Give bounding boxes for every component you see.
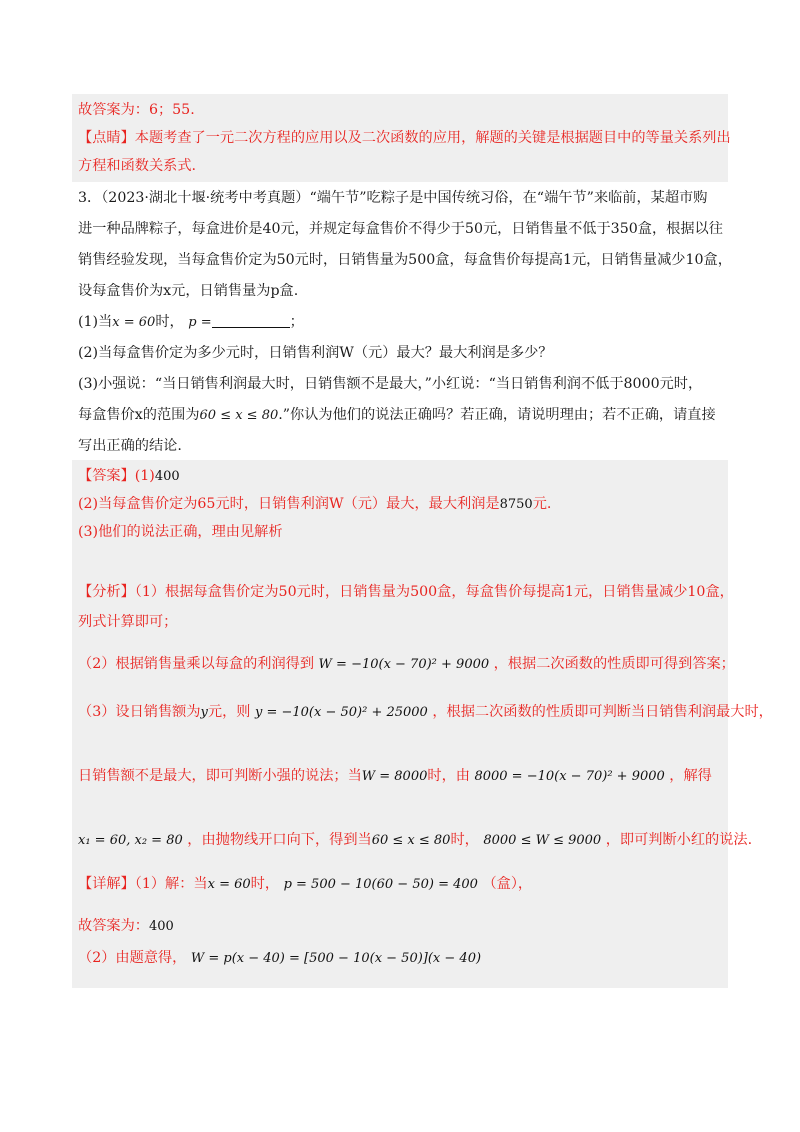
answer-line: 故答案为：6；55. [78,102,195,118]
analysis-5-w-value: W = 8000 [361,769,428,784]
analysis-6-w-range: 8000 ≤ W ≤ 9000 [483,833,602,848]
answer-3: (3)他们的说法正确，理由见解析 [78,524,283,540]
analysis-4-text-c: ，根据二次函数的性质即可判断当日销售利润最大时， [432,704,773,720]
detail-2-value: 400 [148,919,174,934]
part-3-text-a: 每盒售价x的范围为 [78,407,200,423]
analysis-4-text-b: 元，则 [207,704,251,720]
detail-1-text-b: 时， [250,876,280,892]
analysis-line-1: 【分析】（1）根据每盒售价定为50元时，日销售量为500盒，每盒售价每提高1元，日销售量减少10盒， [78,584,734,600]
answer-2-value: 8750 [499,497,533,512]
detail-line-2 [78,916,174,937]
analysis-5-text-a: 日销售额不是最大，即可判断小强的说法；当 [78,768,362,784]
question-part-3-line-2 [78,405,716,426]
part-1-condition-math: x = 60 [112,315,156,330]
question-line-2: 进一种品牌粽子，每盒进价是40元，并规定每盒售价不得少于50元，日销售量不低于350盒，根据以往 [78,221,723,237]
answer-1-value: 400 [154,469,180,484]
analysis-6-roots: x₁ = 60, x₂ = 80 [78,833,183,848]
detail-3-text: （2）由题意得， [78,950,187,966]
question-part-3-line-3: 写出正确的结论. [78,438,182,454]
analysis-6-text-a: ，由抛物线开口向下，得到当 [187,832,372,848]
detail-line-1 [78,874,532,895]
detail-2-text: 故答案为： [78,918,149,934]
comment-line-2: 方程和函数关系式. [78,158,197,174]
analysis-4-var: y [200,705,208,720]
answer-2 [78,494,551,515]
analysis-line-6 [78,830,752,851]
analysis-3-text-b: ，根据二次函数的性质即可得到答案； [493,656,735,672]
question-line-3: 销售经验发现，当每盒售价定为50元时，日销售量为500盒，每盒售价每提高1元，日销售量减少10盒， [78,252,732,268]
analysis-line-5 [78,766,712,787]
answer-label: 【答案】(1) [78,468,155,484]
analysis-5-text-b: 时，由 [427,768,470,784]
question-line-1: 3．（2023·湖北十堰·统考中考真题）“端午节”吃粽子是中国传统习俗，在“端午节”来临前，某超市购 [78,190,708,206]
analysis-5-text-c: ，解得 [669,768,712,784]
detail-3-formula: W = p(x − 40) = [500 − 10(x − 50)](x − 40) [190,951,482,966]
analysis-3-text-a: （2）根据销售量乘以每盒的利润得到 [78,656,315,672]
detail-1-condition: x = 60 [207,877,251,892]
question-line-4: 设每盒售价为x元，日销售量为p盒. [78,283,299,299]
analysis-3-formula: W = −10(x − 70)² + 9000 [318,657,490,672]
answer-2-text-a: (2)当每盒售价定为65元时，日销售利润W（元）最大，最大利润是 [78,496,500,512]
question-part-1 [78,312,304,333]
part-3-text-b: .”你认为他们的说法正确吗？若正确，请说明理由；若不正确，请直接 [278,407,716,423]
part-1-end: ； [289,314,304,330]
answer-blank [212,313,290,328]
analysis-5-equation: 8000 = −10(x − 70)² + 9000 [474,769,665,784]
part-1-mid: 时， [155,314,184,330]
question-part-3-line-1: (3)小强说：“当日销售利润最大时，日销售额不是最大，”小红说：“当日销售利润不低于8000元时， [78,376,703,392]
analysis-6-range: 60 ≤ x ≤ 80 [371,833,451,848]
detail-line-3 [78,948,481,969]
detail-1-calculation: p = 500 − 10(60 − 50) = 400 [283,877,478,892]
question-part-2: (2)当每盒售价定为多少元时，日销售利润W（元）最大？最大利润是多少？ [78,345,553,361]
analysis-4-formula: y = −10(x − 50)² + 25000 [254,705,428,720]
analysis-4-text-a: （3）设日销售额为 [78,704,201,720]
answer-1 [78,466,180,487]
part-1-prefix: (1)当 [78,314,113,330]
part-1-p-math: p = [188,315,212,330]
analysis-6-text-b: 时， [450,832,479,848]
analysis-6-text-c: ，即可判断小红的说法. [605,832,753,848]
analysis-line-3 [78,654,735,675]
detail-1-text-c: （盒）， [482,876,533,892]
analysis-line-4 [78,702,773,723]
answer-2-text-b: 元. [532,496,552,512]
part-3-range-math: 60 ≤ x ≤ 80 [199,408,279,423]
detail-1-text-a: 【详解】（1）解：当 [78,876,208,892]
comment-line-1: 【点睛】本题考查了一元二次方程的应用以及二次函数的应用，解题的关键是根据题目中的等量关系列出 [78,130,731,146]
analysis-line-2: 列式计算即可； [78,614,178,630]
